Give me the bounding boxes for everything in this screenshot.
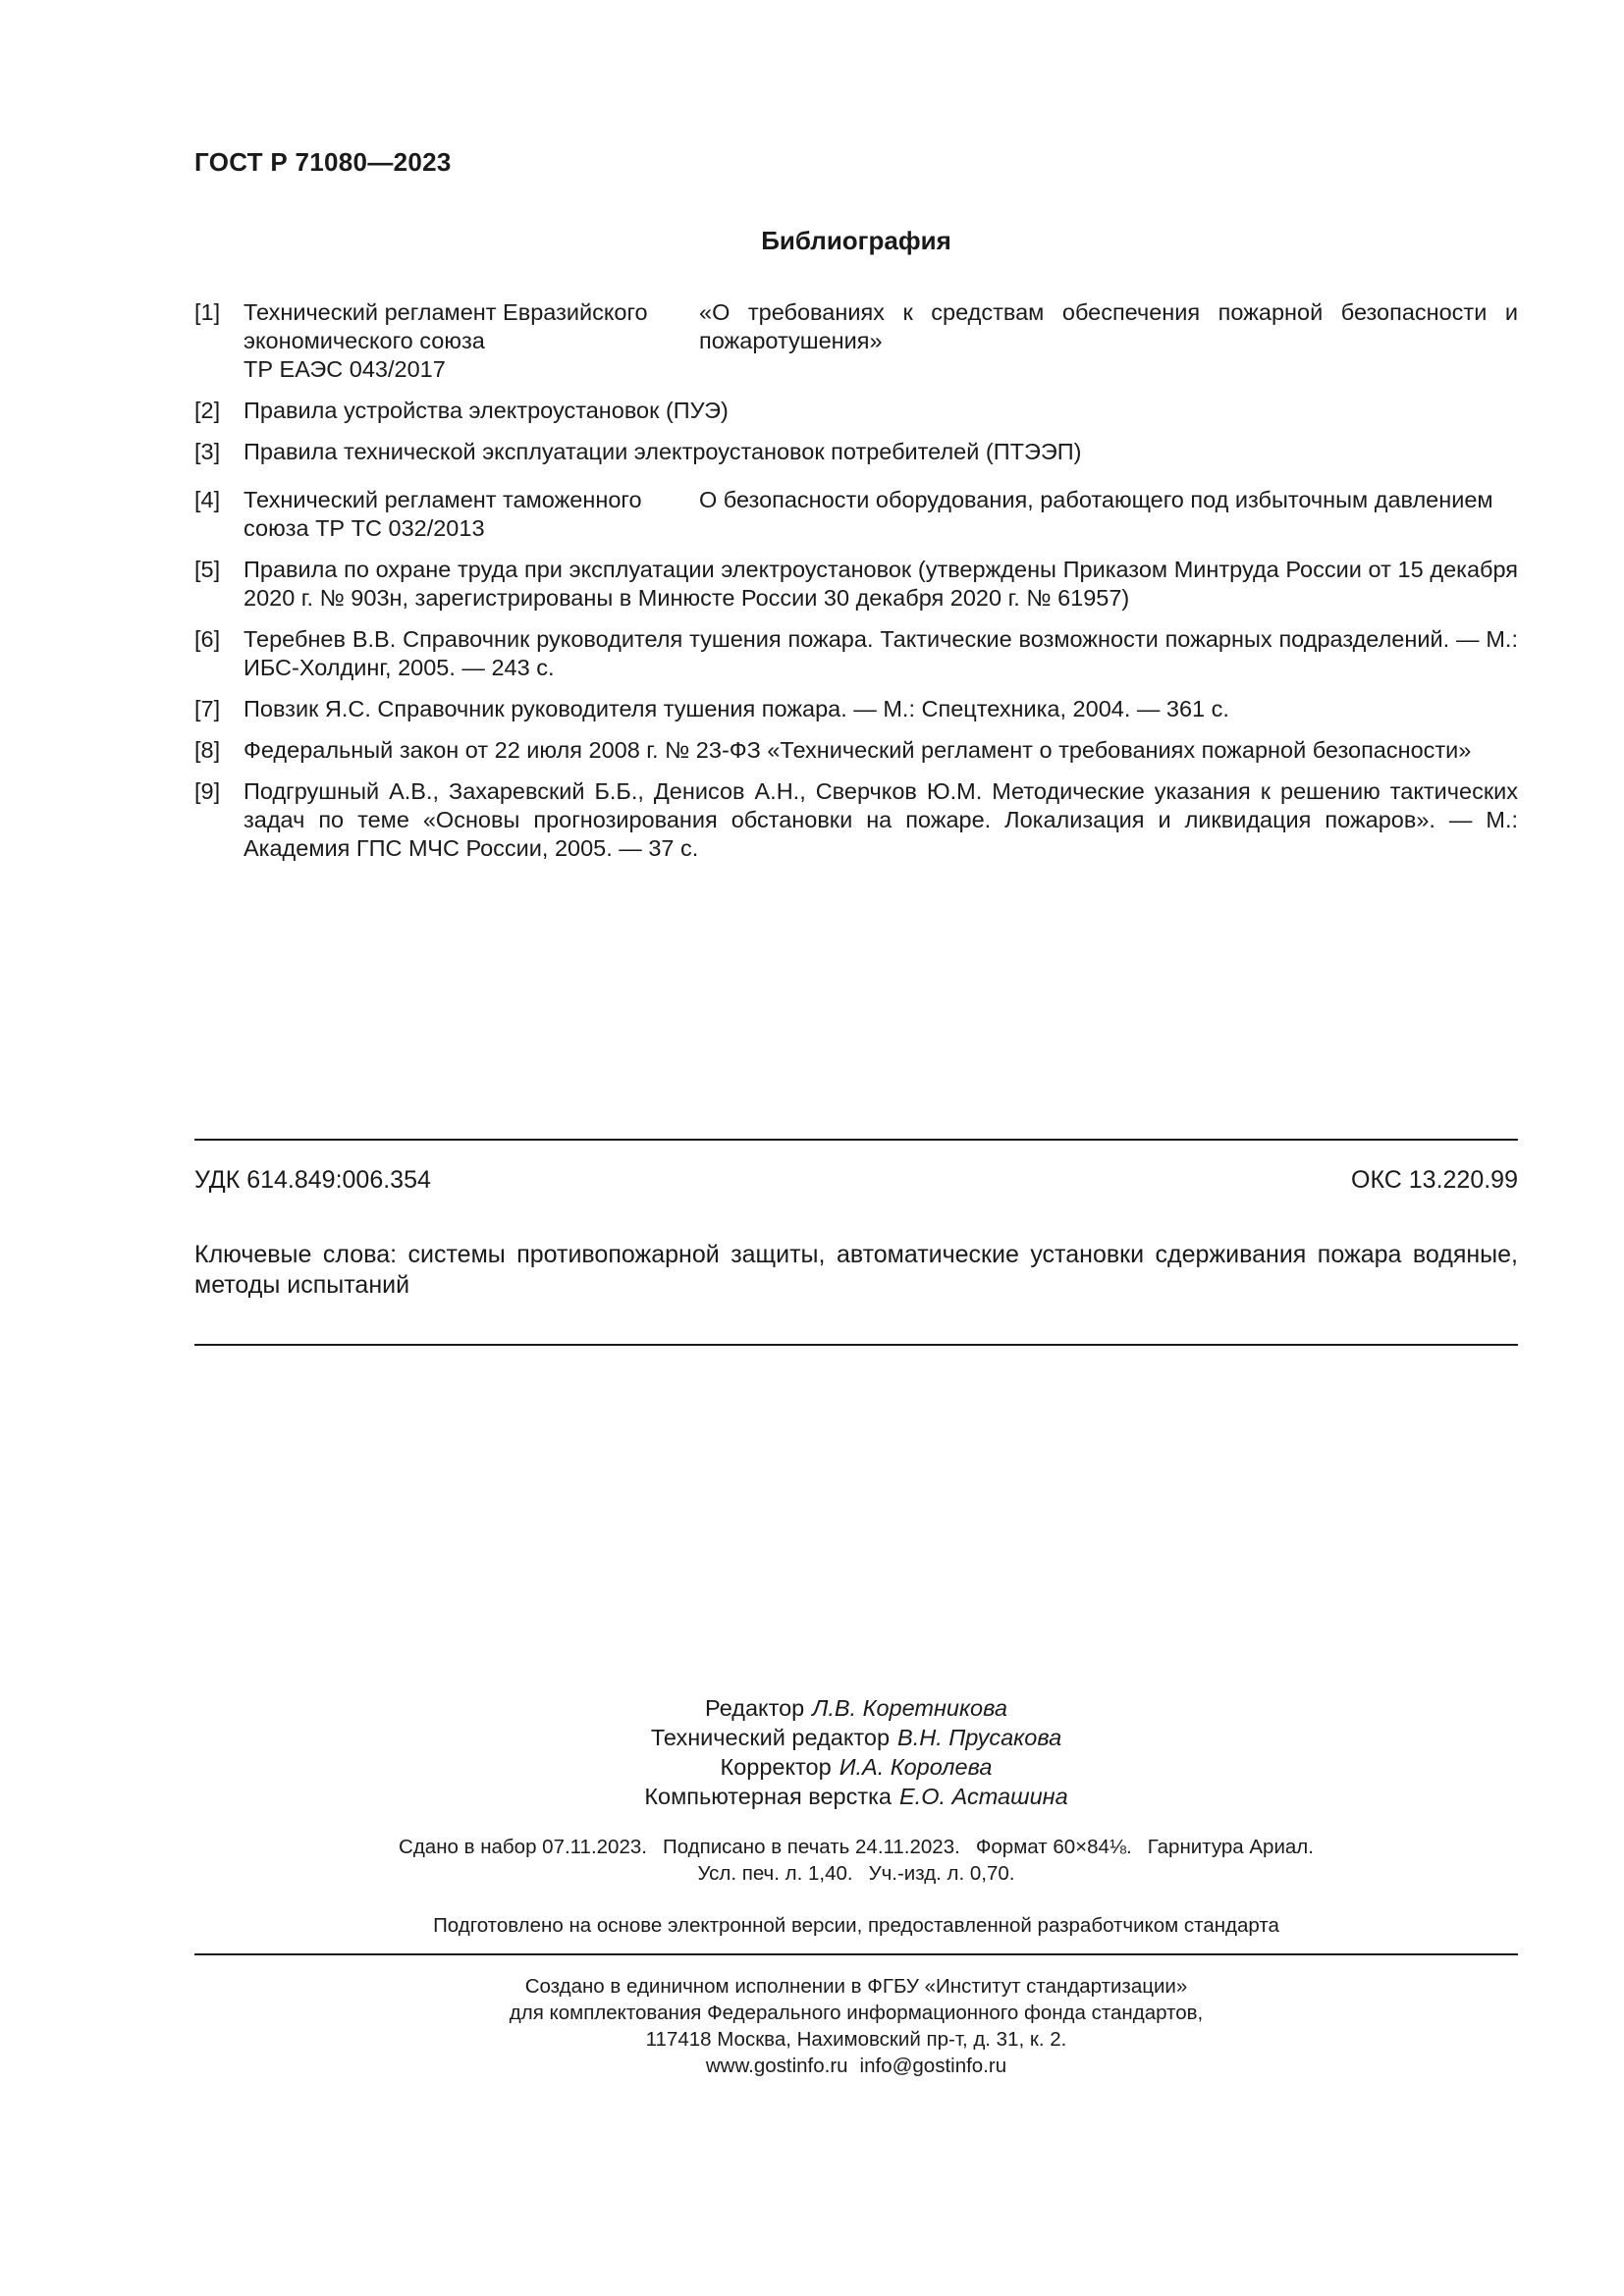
print-info-line (194, 1834, 1518, 1860)
bibliography-item-text: Повзик Я.С. Справочник руководителя тушения пожара. — М.: Спецтехника, 2004. — 361 с. (244, 696, 1229, 721)
source-line: союза ТР ТС 032/2013 (244, 515, 485, 541)
bibliography-item-number: [3] (194, 439, 221, 464)
divider-bottom (194, 1953, 1518, 1955)
bibliography-item (194, 438, 1518, 466)
bibliography-item-number: [7] (194, 696, 221, 721)
credit-name: И.А. Королева (839, 1754, 993, 1780)
typeface: Гарнитура Ариал. (1147, 1836, 1314, 1858)
paper-format: Формат 60×84⅛. (975, 1836, 1132, 1858)
contacts-line (194, 2053, 1518, 2079)
udk-code: УДК 614.849:006.354 (194, 1166, 431, 1194)
credit-role: Технический редактор (650, 1725, 891, 1750)
credit-name: Л.В. Коретникова (812, 1695, 1007, 1721)
credit-role: Компьютерная верстка (644, 1784, 892, 1809)
credit-row (194, 1782, 1518, 1811)
credit-row (194, 1693, 1518, 1723)
bibliography-item-title: О безопасности оборудования, работающего под избыточным давлением (699, 487, 1493, 512)
credits-block (194, 1693, 1518, 1811)
bibliography-item-title: «О требованиях к средствам обеспечения пожарной безопасности и пожаротушения» (699, 299, 1518, 353)
source-line: экономического союза (244, 328, 485, 353)
website-link[interactable]: www.gostinfo.ru (705, 2055, 848, 2077)
email-link[interactable]: info@gostinfo.ru (859, 2055, 1007, 2077)
bibliography-item-number: [1] (194, 299, 221, 325)
bibliography-item (194, 777, 1518, 863)
signed-date: Подписано в печать 24.11.2023. (662, 1836, 960, 1858)
credit-row (194, 1723, 1518, 1752)
credit-role: Корректор (720, 1754, 832, 1780)
credit-name: В.Н. Прусакова (897, 1725, 1062, 1750)
created-line: для комплектования Федерального информационного фонда стандартов, (509, 2002, 1204, 2024)
bibliography-item-text: Правила по охране труда при эксплуатации электроустановок (утверждены Приказом Минтруда России от 15 декабря 2020 г. № 903н, зарегистрированы в Минюсте России 30 декабря 2020 г. № 61957) (244, 557, 1518, 611)
bibliography-item (194, 556, 1518, 613)
bibliography-item (194, 736, 1518, 765)
divider-keywords (194, 1344, 1518, 1346)
bibliography-item-number: [9] (194, 778, 221, 804)
bibliography-title: Библиография (761, 226, 951, 255)
bibliography-item-source (244, 298, 699, 384)
prepared-note: Подготовлено на основе электронной версии, предоставленной разработчиком стандарта (433, 1914, 1279, 1937)
source-line: Технический регламент Евразийского (244, 299, 648, 325)
bibliography-item (194, 625, 1518, 682)
usl-pech: Усл. печ. л. 1,40. (697, 1862, 853, 1885)
bibliography-item-text: Правила технической эксплуатации электроустановок потребителей (ПТЭЭП) (244, 439, 1082, 464)
oks-code: ОКС 13.220.99 (1351, 1166, 1518, 1194)
bibliography-item-source (244, 486, 699, 543)
created-line: Создано в единичном исполнении в ФГБУ «Институт стандартизации» (524, 1975, 1188, 1998)
bibliography-item-number: [6] (194, 626, 221, 652)
divider-top (194, 1139, 1518, 1141)
bibliography-item-number: [8] (194, 737, 221, 763)
classification-row (194, 1166, 1518, 1195)
credit-role: Редактор (705, 1695, 805, 1721)
created-block (194, 1973, 1518, 2079)
bibliography-item (194, 298, 1518, 384)
bibliography-item-number: [2] (194, 398, 221, 423)
bibliography-item-text: Правила устройства электроустановок (ПУЭ) (244, 398, 729, 423)
source-line: ТР ЕАЭС 043/2017 (244, 356, 446, 382)
bibliography-item-text: Теребнев В.В. Справочник руководителя тушения пожара. Тактические возможности пожарных подразделений. — М.: ИБС-Холдинг, 2005. — 243 с. (244, 626, 1518, 680)
source-line: Технический регламент таможенного (244, 487, 642, 512)
print-info (194, 1834, 1518, 1887)
keywords: Ключевые слова: системы противопожарной защиты, автоматические установки сдерживания пожара водяные, методы испытаний (194, 1241, 1518, 1299)
submitted-date: Сдано в набор 07.11.2023. (399, 1836, 647, 1858)
bibliography-list (194, 298, 1518, 876)
bibliography-item (194, 695, 1518, 723)
bibliography-item (194, 486, 1518, 543)
uch-izd: Уч.-изд. л. 0,70. (868, 1862, 1015, 1885)
print-info-line (194, 1860, 1518, 1887)
bibliography-item-number: [5] (194, 557, 221, 582)
credit-name: Е.О. Асташина (899, 1784, 1068, 1809)
bibliography-item-text: Подгрушный А.В., Захаревский Б.Б., Денисов А.Н., Сверчков Ю.М. Методические указания к решению тактических задач по теме «Основы прогнозирования обстановки на пожаре. Локализация и ликвидация пожаров». — М.: Академия ГПС МЧС России, 2005. — 37 с. (244, 778, 1518, 861)
credit-row (194, 1752, 1518, 1782)
created-line: 117418 Москва, Нахимовский пр-т, д. 31, к. 2. (645, 2028, 1067, 2051)
bibliography-item (194, 397, 1518, 425)
bibliography-item-number: [4] (194, 487, 221, 512)
gost-code: ГОСТ Р 71080—2023 (194, 147, 452, 177)
bibliography-item-text: Федеральный закон от 22 июля 2008 г. № 23-ФЗ «Технический регламент о требованиях пожарной безопасности» (244, 737, 1472, 763)
